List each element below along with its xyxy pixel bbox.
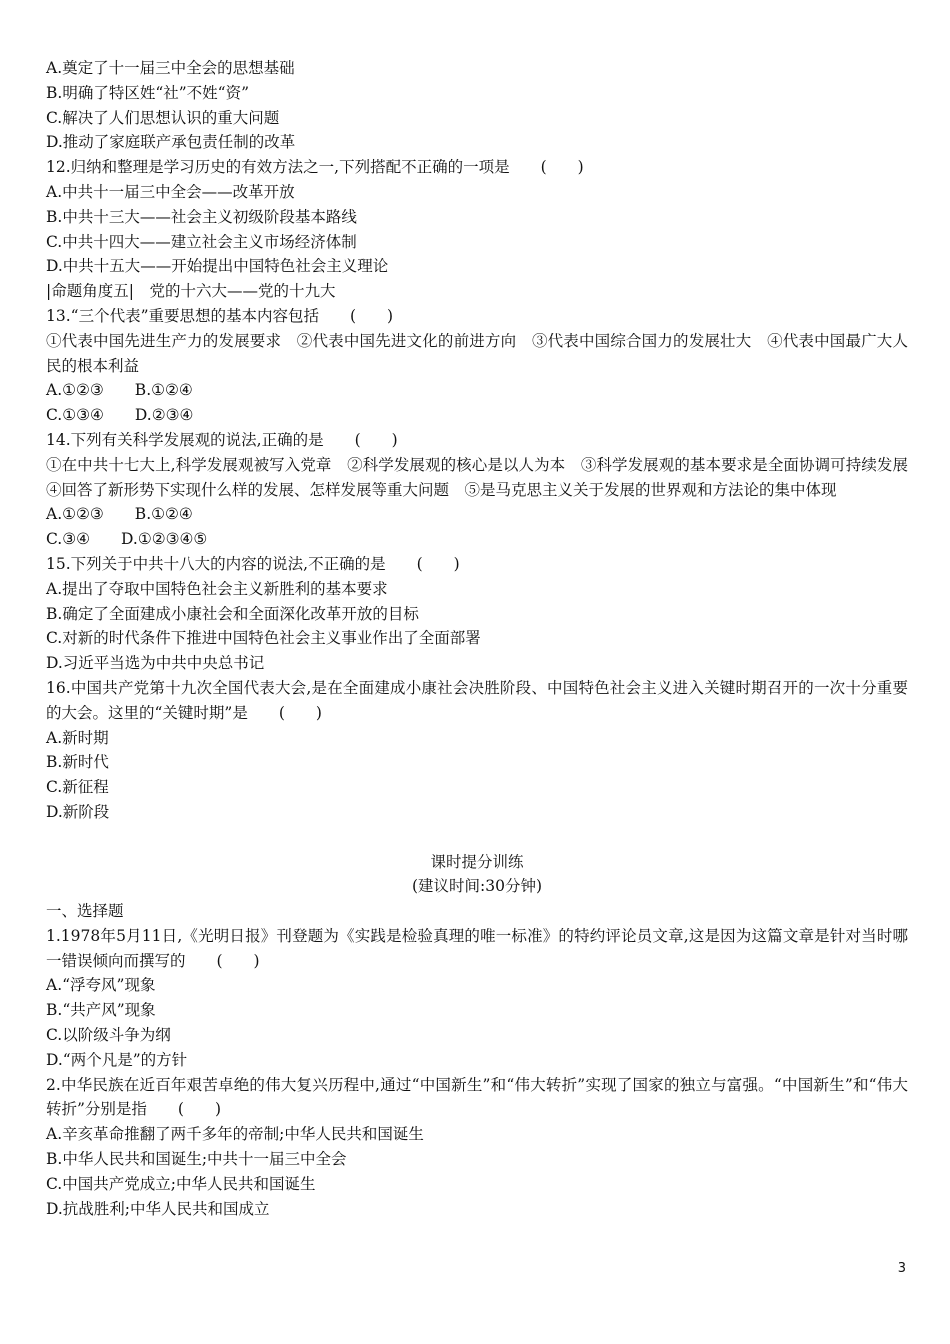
- q11-option-c: C.解决了人们思想认识的重大问题: [46, 108, 280, 127]
- q13-options-row2: C.①③④ D.②③④: [46, 406, 194, 425]
- q1-stem: 1.1978年5月11日,《光明日报》刊登题为《实践是检验真理的唯一标准》的特约评论员文章,这是因为这篇文章是针对当时哪一错误倾向而撰写的 ( ): [46, 926, 908, 970]
- q14-stem: 14.下列有关科学发展观的说法,正确的是 ( ): [46, 430, 398, 449]
- q15-option-d: D.习近平当选为中共中央总书记: [46, 654, 265, 673]
- q12-stem: 12.归纳和整理是学习历史的有效方法之一,下列搭配不正确的一项是 ( ): [46, 158, 584, 177]
- section-subtitle: (建议时间:30分钟): [411, 877, 543, 896]
- q2-option-d: D.抗战胜利;中华人民共和国成立: [46, 1199, 270, 1218]
- spacer: [46, 825, 908, 850]
- q11-option-b: B.明确了特区姓“社”不姓“资”: [46, 83, 250, 102]
- q2-option-a: A.辛亥革命推翻了两千多年的帝制;中华人民共和国诞生: [46, 1125, 424, 1144]
- q13-body: ①代表中国先进生产力的发展要求 ②代表中国先进文化的前进方向 ③代表中国综合国力的发展壮大 ④代表中国最广大人民的根本利益: [46, 331, 908, 375]
- q1-option-d: D.“两个凡是”的方针: [46, 1050, 188, 1069]
- topic-angle-heading: |命题角度五| 党的十六大——党的十九大: [46, 282, 336, 301]
- q16-option-b: B.新时代: [46, 753, 109, 772]
- q11-option-d: D.推动了家庭联产承包责任制的改革: [46, 133, 296, 152]
- q15-stem: 15.下列关于中共十八大的内容的说法,不正确的是 ( ): [46, 554, 460, 573]
- q12-option-d: D.中共十五大——开始提出中国特色社会主义理论: [46, 257, 389, 276]
- q2-option-b: B.中华人民共和国诞生;中共十一届三中全会: [46, 1150, 347, 1169]
- q16-option-d: D.新阶段: [46, 802, 110, 821]
- section-heading: 一、选择题: [46, 902, 124, 921]
- q15-option-b: B.确定了全面建成小康社会和全面深化改革开放的目标: [46, 604, 419, 623]
- q16-option-c: C.新征程: [46, 778, 109, 797]
- page-number: 3: [897, 1261, 906, 1276]
- q12-option-a: A.中共十一届三中全会——改革开放: [46, 182, 295, 201]
- q16-option-a: A.新时期: [46, 728, 109, 747]
- q1-option-b: B.“共产风”现象: [46, 1001, 156, 1020]
- document-page: [46, 56, 924, 1221]
- q15-option-a: A.提出了夺取中国特色社会主义新胜利的基本要求: [46, 579, 388, 598]
- q12-option-c: C.中共十四大——建立社会主义市场经济体制: [46, 232, 357, 251]
- q16-stem: 16.中国共产党第十九次全国代表大会,是在全面建成小康社会决胜阶段、中国特色社会主义进入关键时期召开的一次十分重要的大会。这里的“关键时期”是 ( ): [46, 678, 908, 722]
- section-title: 课时提分训练: [430, 852, 524, 871]
- q15-option-c: C.对新的时代条件下推进中国特色社会主义事业作出了全面部署: [46, 629, 481, 648]
- q14-options-row1: A.①②③ B.①②④: [46, 505, 193, 524]
- q14-body: ①在中共十七大上,科学发展观被写入党章 ②科学发展观的核心是以人为本 ③科学发展观的基本要求是全面协调可持续发展 ④回答了新形势下实现什么样的发展、怎样发展等重大问题 ⑤是马克思主义关于发展的世界观和方法论的集中体现: [46, 455, 924, 499]
- q14-options-row2: C.③④ D.①②③④⑤: [46, 530, 208, 549]
- q11-option-a: A.奠定了十一届三中全会的思想基础: [46, 59, 295, 77]
- q1-option-c: C.以阶级斗争为纲: [46, 1026, 171, 1045]
- q2-stem: 2.中华民族在近百年艰苦卓绝的伟大复兴历程中,通过“中国新生”和“伟大转折”实现了国家的独立与富强。“中国新生”和“伟大转折”分别是指 ( ): [46, 1075, 908, 1119]
- q12-option-b: B.中共十三大——社会主义初级阶段基本路线: [46, 207, 357, 226]
- q13-options-row1: A.①②③ B.①②④: [46, 381, 193, 400]
- q2-option-c: C.中国共产党成立;中华人民共和国诞生: [46, 1174, 316, 1193]
- q1-option-a: A.“浮夸风”现象: [46, 976, 156, 995]
- q13-stem: 13.“三个代表”重要思想的基本内容包括 ( ): [46, 306, 394, 325]
